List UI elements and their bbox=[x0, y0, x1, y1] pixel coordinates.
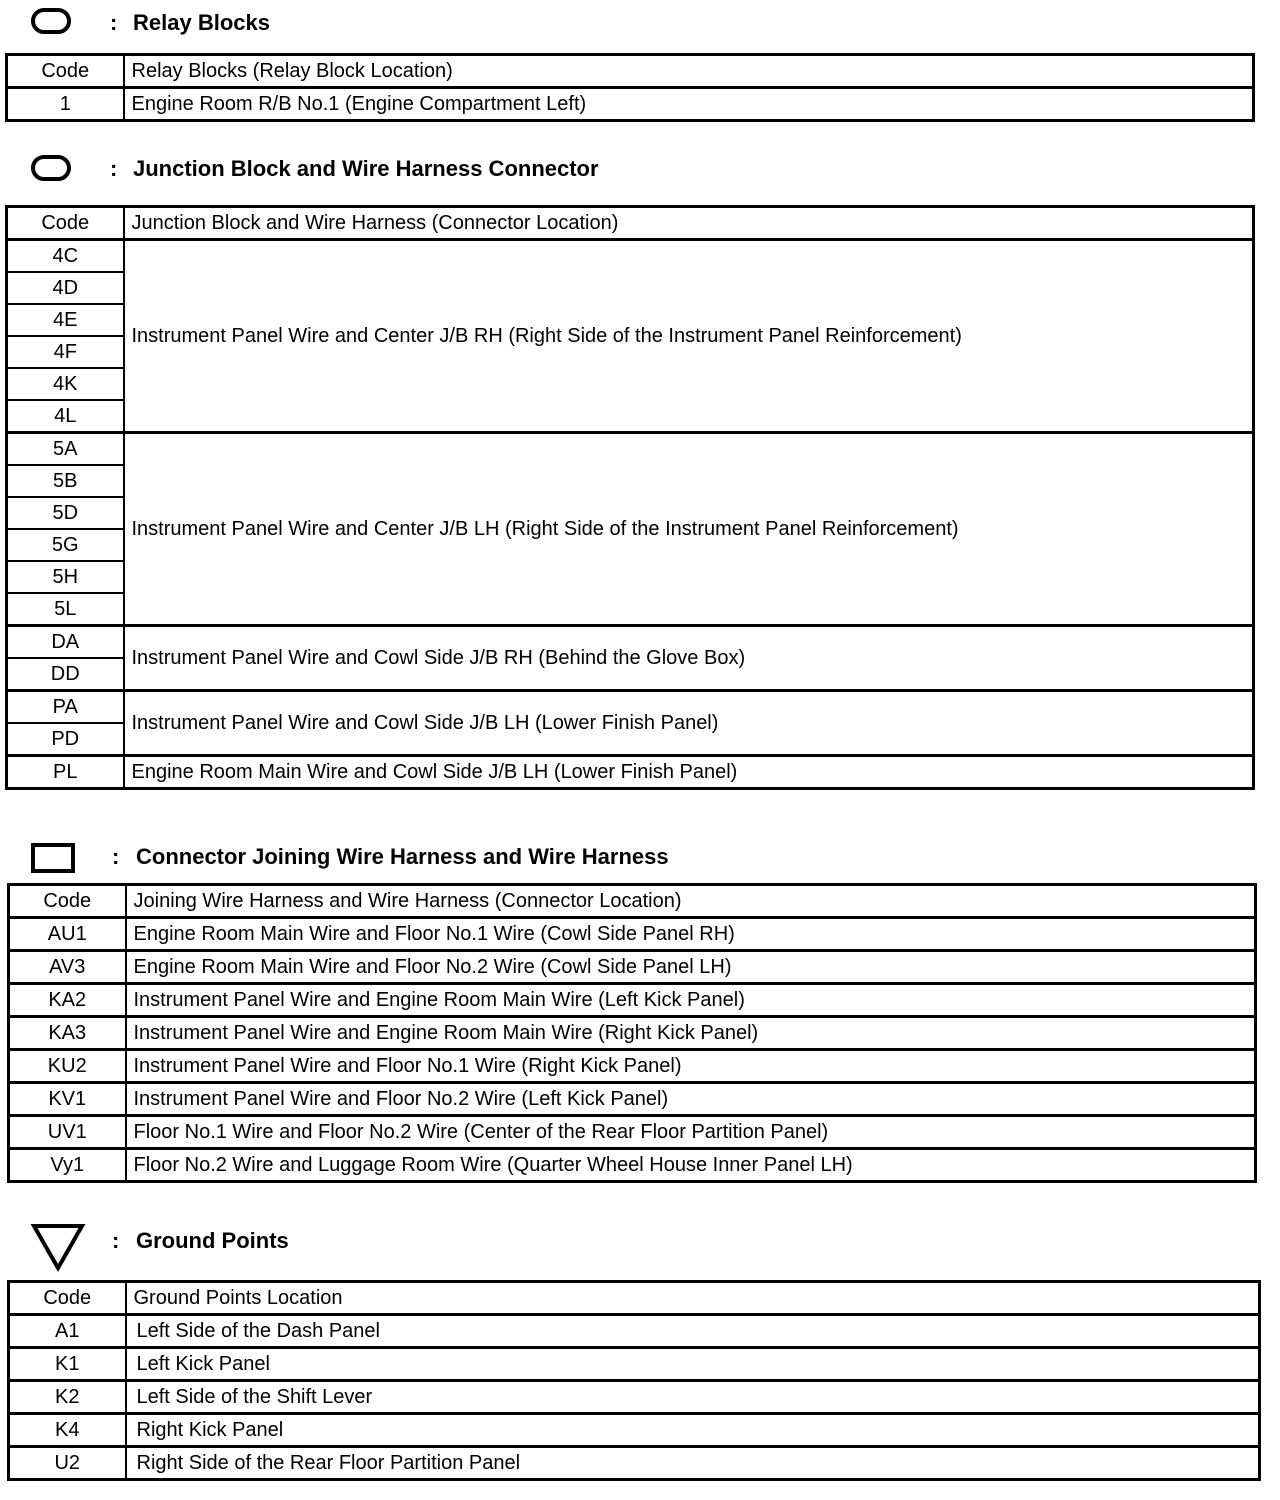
heading-colon: : bbox=[112, 1228, 120, 1253]
location-cell: Floor No.1 Wire and Floor No.2 Wire (Center of the Rear Floor Partition Panel) bbox=[126, 1116, 1256, 1149]
code-cell: AV3 bbox=[9, 951, 126, 984]
table-row bbox=[9, 1315, 1260, 1348]
location-cell: Engine Room Main Wire and Floor No.1 Wire (Cowl Side Panel RH) bbox=[126, 918, 1256, 951]
table-row bbox=[9, 984, 1256, 1017]
location-cell: Left Kick Panel bbox=[126, 1348, 1260, 1381]
location-cell: Left Side of the Shift Lever bbox=[126, 1381, 1260, 1414]
table-row bbox=[7, 626, 1254, 659]
code-cell: U2 bbox=[9, 1447, 126, 1480]
heading-colon: : bbox=[112, 844, 120, 869]
code-cell: 4L bbox=[7, 400, 124, 433]
heading-colon: : bbox=[110, 156, 118, 181]
location-cell: Instrument Panel Wire and Center J/B LH (Right Side of the Instrument Panel Reinforcement) bbox=[124, 433, 1254, 626]
connector-heading bbox=[28, 840, 1228, 884]
code-cell: 4D bbox=[7, 272, 124, 304]
table-header-row bbox=[9, 885, 1256, 918]
table-row bbox=[9, 1348, 1260, 1381]
table-row bbox=[9, 1050, 1256, 1083]
rounded-rect-icon bbox=[31, 8, 71, 34]
code-cell: DA bbox=[7, 626, 124, 659]
location-cell: Instrument Panel Wire and Engine Room Main Wire (Left Kick Panel) bbox=[126, 984, 1256, 1017]
code-cell: 1 bbox=[7, 88, 124, 121]
column-header-location: Joining Wire Harness and Wire Harness (Connector Location) bbox=[126, 885, 1256, 918]
table-row bbox=[9, 1149, 1256, 1182]
code-cell: PD bbox=[7, 723, 124, 756]
code-cell: 5G bbox=[7, 529, 124, 561]
table-row bbox=[7, 433, 1254, 466]
code-cell: KA2 bbox=[9, 984, 126, 1017]
column-header-code: Code bbox=[9, 885, 126, 918]
code-cell: K4 bbox=[9, 1414, 126, 1447]
code-cell: 5H bbox=[7, 561, 124, 593]
column-header-code: Code bbox=[9, 1282, 126, 1315]
section-title: Ground Points bbox=[136, 1228, 289, 1253]
column-header-code: Code bbox=[7, 207, 124, 240]
code-cell: 5D bbox=[7, 497, 124, 529]
code-cell: PA bbox=[7, 691, 124, 724]
code-cell: PL bbox=[7, 756, 124, 789]
junction-block-table bbox=[5, 205, 1255, 790]
table-header-row bbox=[7, 207, 1254, 240]
code-cell: 4K bbox=[7, 368, 124, 400]
location-cell: Instrument Panel Wire and Floor No.1 Wire (Right Kick Panel) bbox=[126, 1050, 1256, 1083]
relay-blocks-table bbox=[5, 53, 1255, 122]
code-cell: KV1 bbox=[9, 1083, 126, 1116]
junction-block-heading bbox=[28, 152, 1228, 196]
location-cell: Engine Room Main Wire and Floor No.2 Wire (Cowl Side Panel LH) bbox=[126, 951, 1256, 984]
code-cell: Vy1 bbox=[9, 1149, 126, 1182]
column-header-location: Relay Blocks (Relay Block Location) bbox=[124, 55, 1254, 88]
code-cell: 5L bbox=[7, 593, 124, 626]
code-cell: DD bbox=[7, 658, 124, 691]
location-cell: Instrument Panel Wire and Center J/B RH (Right Side of the Instrument Panel Reinforcement) bbox=[124, 240, 1254, 433]
location-cell: Instrument Panel Wire and Engine Room Main Wire (Right Kick Panel) bbox=[126, 1017, 1256, 1050]
table-row bbox=[9, 1381, 1260, 1414]
location-cell: Engine Room R/B No.1 (Engine Compartment Left) bbox=[124, 88, 1254, 121]
column-header-location: Junction Block and Wire Harness (Connector Location) bbox=[124, 207, 1254, 240]
code-cell: 5A bbox=[7, 433, 124, 466]
location-cell: Instrument Panel Wire and Cowl Side J/B RH (Behind the Glove Box) bbox=[124, 626, 1254, 691]
location-cell: Right Side of the Rear Floor Partition Panel bbox=[126, 1447, 1260, 1480]
connector-table bbox=[7, 883, 1257, 1183]
column-header-code: Code bbox=[7, 55, 124, 88]
table-row bbox=[9, 1116, 1256, 1149]
code-cell: KA3 bbox=[9, 1017, 126, 1050]
ground-points-heading bbox=[28, 1222, 1228, 1266]
table-header-row bbox=[7, 55, 1254, 88]
table-row bbox=[7, 88, 1254, 121]
triangle-down-icon bbox=[30, 1222, 86, 1274]
square-icon bbox=[31, 843, 75, 873]
relay-blocks-heading bbox=[28, 6, 1228, 50]
table-header-row bbox=[9, 1282, 1260, 1315]
code-cell: 4C bbox=[7, 240, 124, 273]
code-cell: AU1 bbox=[9, 918, 126, 951]
code-cell: KU2 bbox=[9, 1050, 126, 1083]
location-cell: Right Kick Panel bbox=[126, 1414, 1260, 1447]
location-cell: Instrument Panel Wire and Floor No.2 Wire (Left Kick Panel) bbox=[126, 1083, 1256, 1116]
section-title: Connector Joining Wire Harness and Wire Harness bbox=[136, 844, 669, 869]
table-row bbox=[9, 1017, 1256, 1050]
table-row bbox=[7, 240, 1254, 273]
ground-points-table bbox=[7, 1280, 1261, 1481]
section-title: Junction Block and Wire Harness Connector bbox=[133, 156, 599, 181]
heading-colon: : bbox=[110, 10, 118, 35]
table-row bbox=[9, 1414, 1260, 1447]
code-cell: 4F bbox=[7, 336, 124, 368]
code-cell: 5B bbox=[7, 465, 124, 497]
rounded-rect-icon bbox=[31, 155, 71, 181]
column-header-location: Ground Points Location bbox=[126, 1282, 1260, 1315]
location-cell: Engine Room Main Wire and Cowl Side J/B LH (Lower Finish Panel) bbox=[124, 756, 1254, 789]
table-row bbox=[7, 691, 1254, 724]
code-cell: K1 bbox=[9, 1348, 126, 1381]
code-cell: UV1 bbox=[9, 1116, 126, 1149]
code-cell: K2 bbox=[9, 1381, 126, 1414]
table-row bbox=[9, 1447, 1260, 1480]
section-title: Relay Blocks bbox=[133, 10, 270, 35]
code-cell: 4E bbox=[7, 304, 124, 336]
table-row bbox=[9, 951, 1256, 984]
table-row bbox=[9, 918, 1256, 951]
location-cell: Left Side of the Dash Panel bbox=[126, 1315, 1260, 1348]
location-cell: Instrument Panel Wire and Cowl Side J/B LH (Lower Finish Panel) bbox=[124, 691, 1254, 756]
location-cell: Floor No.2 Wire and Luggage Room Wire (Quarter Wheel House Inner Panel LH) bbox=[126, 1149, 1256, 1182]
table-row bbox=[9, 1083, 1256, 1116]
table-row bbox=[7, 756, 1254, 789]
code-cell: A1 bbox=[9, 1315, 126, 1348]
